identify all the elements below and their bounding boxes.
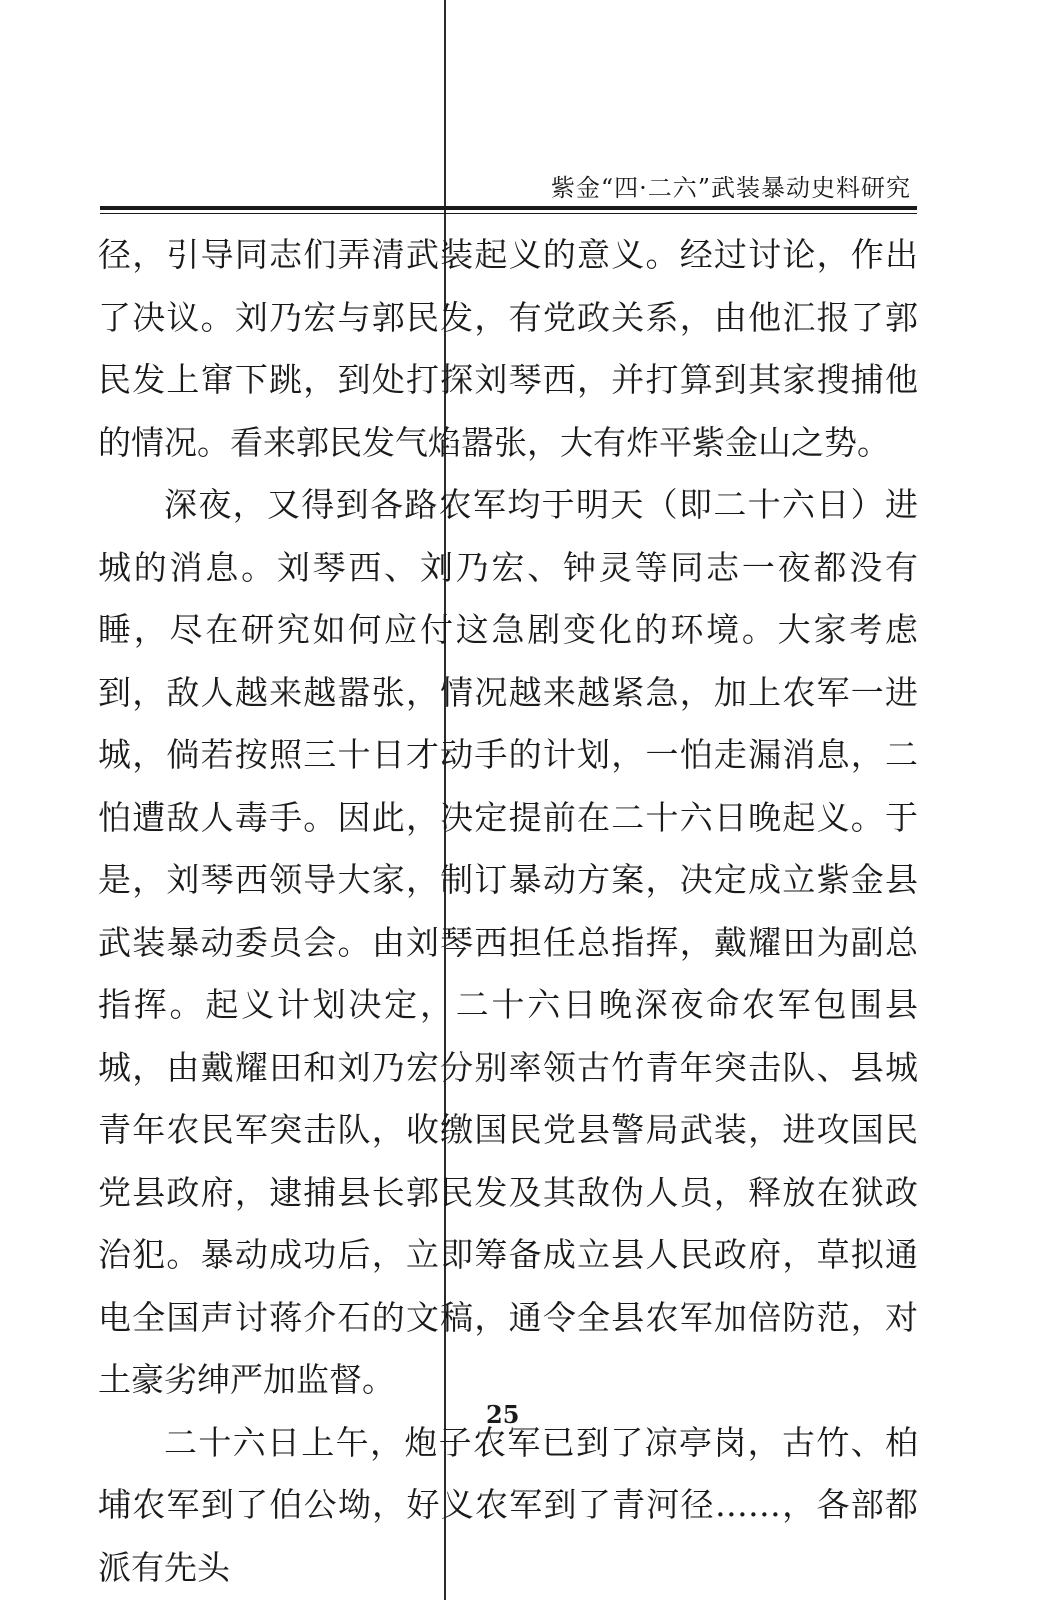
- paragraph-2: 深夜，又得到各路农军均于明天（即二十六日）进城的消息。刘琴西、刘乃宏、钟灵等同志一夜都没有睡，尽在研究如何应付这急剧变化的环境。大家考虑到，敌人越来越嚣张，情况越来越紧急，加上农军一进城，倘若按照三十日才动手的计划，一怕走漏消息，二怕遭敌人毒手。因此，决定提前在二十六日晚起义。于是，刘琴西领导大家，制订暴动方案，决定成立紫金县武装暴动委员会。由刘琴西担任总指挥，戴耀田为副总指挥。起义计划决定，二十六日晚深夜命农军包围县城，由戴耀田和刘乃宏分别率领古竹青年突击队、县城青年农民军突击队，收缴国民党县警局武装，进攻国民党县政府，逮捕县长郭民发及其敌伪人员，释放在狱政治犯。暴动成功后，立即筹备成立县人民政府，草拟通电全国声讨蒋介石的文稿，通令全县农军加倍防范，对土豪劣绅严加监督。: [98, 485, 918, 1399]
- running-header: 紫金“四·二六”武装暴动史料研究: [550, 174, 911, 202]
- paragraph-3: 二十六日上午，炮子农军已到了凉亭岗，古竹、柏埔农军到了伯公坳，好义农军到了青河径……，各部都派有先头: [98, 1422, 918, 1587]
- page-number: 25: [486, 1400, 520, 1429]
- header-rule: [100, 206, 917, 210]
- page-body: [98, 224, 918, 1599]
- paragraph-1: 径，引导同志们弄清武装起义的意义。经过讨论，作出了决议。刘乃宏与郭民发，有党政关系，由他汇报了郭民发上窜下跳，到处打探刘琴西，并打算到其家搜捕他的情况。看来郭民发气焰嚣张，大有炸平紫金山之势。: [98, 235, 918, 462]
- header-rule-thin: [100, 213, 917, 214]
